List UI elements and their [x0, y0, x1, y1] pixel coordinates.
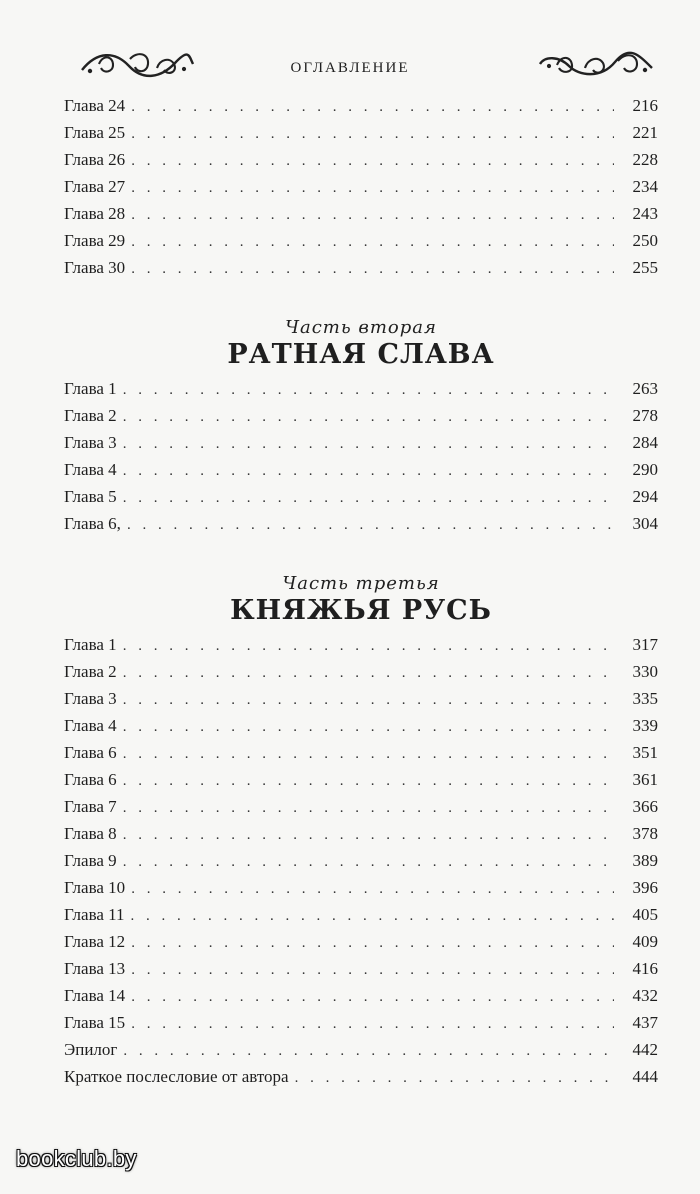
toc-entry-title: Глава 3	[64, 689, 117, 708]
toc-entry-title: Глава 7	[64, 797, 117, 816]
toc-entry-title: Глава 2	[64, 662, 117, 681]
toc-part1-list	[64, 92, 658, 281]
site-watermark: bookclub.by	[16, 1146, 137, 1171]
toc-entry-page: 250	[632, 231, 658, 250]
toc-entry-page: 221	[632, 123, 658, 142]
dot-leader	[123, 768, 614, 795]
toc-entry	[64, 429, 658, 456]
toc-entry	[64, 793, 658, 820]
dot-leader	[131, 930, 614, 957]
toc-entry	[64, 1036, 658, 1063]
dot-leader	[123, 660, 614, 687]
toc-entry-title: Глава 30	[64, 258, 126, 277]
part2-title: РАТНАЯ СЛАВА	[227, 339, 495, 370]
dot-leader	[123, 822, 614, 849]
dot-leader	[123, 795, 614, 822]
toc-entry-page: 437	[632, 1013, 658, 1032]
dot-leader	[131, 876, 614, 903]
toc-entry-page: 396	[632, 878, 658, 897]
toc-entry-page: 444	[632, 1067, 658, 1086]
toc-entry	[64, 456, 658, 483]
dot-leader	[131, 121, 614, 148]
dot-leader	[131, 256, 614, 283]
toc-entry-page: 339	[632, 716, 658, 735]
toc-entry-page: 263	[632, 379, 658, 398]
toc-entry-title: Глава 6	[64, 770, 117, 789]
toc-entry	[64, 631, 658, 658]
toc-entry	[64, 820, 658, 847]
toc-entry	[64, 146, 658, 173]
toc-entry	[64, 928, 658, 955]
toc-entry-title: Глава 2	[64, 406, 117, 425]
toc-entry-title: Глава 5	[64, 487, 117, 506]
toc-entry-title: Краткое послесловие от автора	[64, 1067, 289, 1086]
toc-entry-page: 442	[632, 1040, 658, 1059]
toc-entry-title: Глава 6,	[64, 514, 121, 533]
toc-entry-title: Глава 9	[64, 851, 117, 870]
toc-entry-title: Глава 15	[64, 1013, 126, 1032]
toc-entry	[64, 227, 658, 254]
toc-entry-page: 378	[632, 824, 658, 843]
toc-entry-title: Глава 29	[64, 231, 126, 250]
part2-subtitle: Часть вторая	[285, 317, 437, 338]
part-spacing	[64, 281, 658, 299]
toc-entry	[64, 173, 658, 200]
toc-entry-page: 389	[632, 851, 658, 870]
toc-entry-title: Глава 27	[64, 177, 126, 196]
toc-entry-page: 335	[632, 689, 658, 708]
toc-entry-title: Глава 26	[64, 150, 126, 169]
table-of-contents	[64, 92, 658, 1090]
dot-leader	[123, 485, 614, 512]
dot-leader	[123, 458, 614, 485]
toc-entry	[64, 739, 658, 766]
toc-entry	[64, 955, 658, 982]
page-header-title: ОГЛАВЛЕНИЕ	[290, 60, 410, 76]
dot-leader	[131, 175, 614, 202]
toc-entry-title: Глава 24	[64, 96, 126, 115]
toc-entry-title: Глава 4	[64, 460, 117, 479]
part3-title: КНЯЖЬЯ РУСЬ	[230, 595, 492, 626]
dot-leader	[123, 687, 614, 714]
dot-leader	[123, 741, 614, 768]
toc-entry-title: Глава 11	[64, 905, 125, 924]
toc-part3-list	[64, 631, 658, 1090]
toc-entry-title: Эпилог	[64, 1040, 118, 1059]
toc-entry-page: 366	[632, 797, 658, 816]
dot-leader	[123, 714, 614, 741]
toc-entry-page: 317	[632, 635, 658, 654]
page-header	[0, 40, 700, 90]
toc-entry-page: 330	[632, 662, 658, 681]
toc-entry	[64, 402, 658, 429]
toc-entry-title: Глава 1	[64, 379, 117, 398]
dot-leader	[131, 202, 614, 229]
toc-entry	[64, 685, 658, 712]
toc-entry-title: Глава 13	[64, 959, 126, 978]
dot-leader	[123, 633, 614, 660]
toc-entry-title: Глава 6	[64, 743, 117, 762]
toc-entry-page: 243	[632, 204, 658, 223]
dot-leader	[131, 957, 614, 984]
toc-entry-page: 284	[632, 433, 658, 452]
dot-leader	[127, 512, 614, 539]
dot-leader	[123, 431, 614, 458]
dot-leader	[131, 148, 614, 175]
toc-entry	[64, 658, 658, 685]
dot-leader	[131, 229, 614, 256]
toc-entry	[64, 483, 658, 510]
toc-entry-page: 255	[632, 258, 658, 277]
toc-entry-page: 409	[632, 932, 658, 951]
toc-entry-page: 432	[632, 986, 658, 1005]
dot-leader	[123, 377, 614, 404]
toc-entry-page: 361	[632, 770, 658, 789]
toc-entry-page: 290	[632, 460, 658, 479]
toc-entry-title: Глава 10	[64, 878, 126, 897]
dot-leader	[123, 1038, 614, 1065]
toc-entry	[64, 254, 658, 281]
toc-entry-page: 278	[632, 406, 658, 425]
toc-entry	[64, 1009, 658, 1036]
toc-entry-page: 405	[632, 905, 658, 924]
dot-leader	[123, 404, 614, 431]
toc-entry-page: 304	[632, 514, 658, 533]
dot-leader	[131, 984, 614, 1011]
toc-entry	[64, 901, 658, 928]
toc-entry-page: 294	[632, 487, 658, 506]
toc-entry-title: Глава 12	[64, 932, 126, 951]
toc-entry	[64, 92, 658, 119]
toc-part2-list	[64, 375, 658, 537]
toc-entry	[64, 766, 658, 793]
toc-entry-page: 416	[632, 959, 658, 978]
toc-entry	[64, 847, 658, 874]
toc-entry	[64, 982, 658, 1009]
toc-entry-title: Глава 28	[64, 204, 126, 223]
toc-entry	[64, 712, 658, 739]
toc-entry	[64, 1063, 658, 1090]
dot-leader	[295, 1065, 614, 1092]
toc-entry-page: 234	[632, 177, 658, 196]
dot-leader	[131, 1011, 614, 1038]
toc-entry	[64, 510, 658, 537]
toc-entry	[64, 375, 658, 402]
dot-leader	[131, 94, 614, 121]
toc-entry-title: Глава 14	[64, 986, 126, 1005]
toc-entry-title: Глава 4	[64, 716, 117, 735]
toc-entry-page: 351	[632, 743, 658, 762]
toc-entry-page: 216	[632, 96, 658, 115]
toc-entry	[64, 200, 658, 227]
toc-entry-title: Глава 1	[64, 635, 117, 654]
dot-leader	[123, 849, 614, 876]
toc-entry	[64, 874, 658, 901]
toc-entry-title: Глава 8	[64, 824, 117, 843]
toc-entry-page: 228	[632, 150, 658, 169]
toc-entry	[64, 119, 658, 146]
toc-entry-title: Глава 25	[64, 123, 126, 142]
part-spacing	[64, 537, 658, 555]
toc-entry-title: Глава 3	[64, 433, 117, 452]
ornament-flourish-right	[537, 48, 655, 82]
part3-subtitle: Часть третья	[282, 573, 440, 594]
dot-leader	[131, 903, 614, 930]
